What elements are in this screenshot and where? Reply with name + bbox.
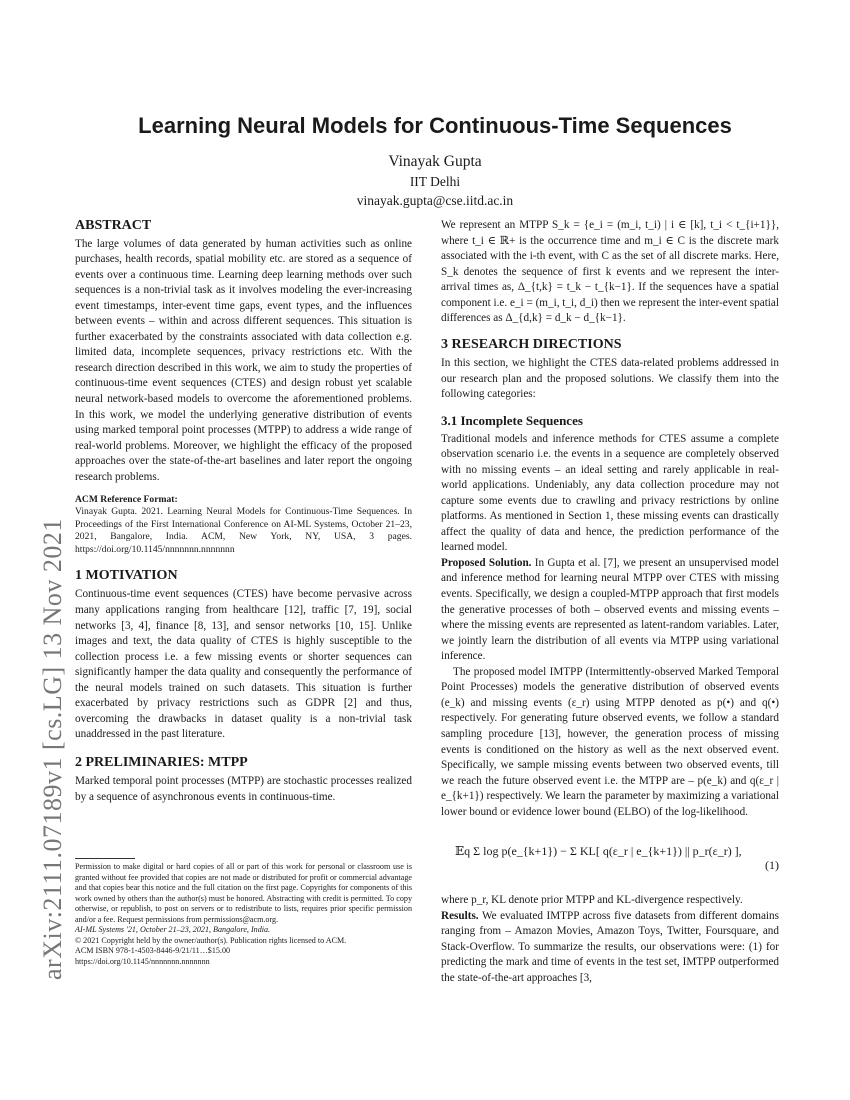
doi-line: https://doi.org/10.1145/nnnnnnn.nnnnnnn — [75, 956, 210, 966]
motivation-text: Continuous-time event sequences (CTES) have become pervasive across many applications ranging from healthcare [12], traffic [7, 19], social networks [3, 4], finance [8, 13], and sensor networks [10, 15]. Unlike images and text, the data quality of CTES is highly susceptible to the collection process i.e. a few missing events or shorter sequences can significantly hamper the data quality and consequently the performance of the neural models trained on such datasets. This situation is further exacerbated by privacy restrictions such as GDPR [2] and thus, overcoming the drawbacks in dataset quality is a non-trivial task unaddressed in the past literature. — [75, 588, 412, 741]
author-block — [70, 152, 800, 211]
permission-text: Permission to make digital or hard copies of all or part of this work for personal or classroom use is granted without fee provided that copies are not made or distributed for profit or commercial advantage and that copies bear this notice and the full citation on the first page. Copyrights for components of this work owned by others than the author(s) must be honored. Abstracting with credit is permitted. To copy otherwise, or republish, to post on servers or to redistribute to lists, requires prior specific permission and/or a fee. Request permissions from permissions@acm.org. — [75, 862, 412, 924]
paper-title: Learning Neural Models for Continuous-Time Sequences — [138, 113, 732, 138]
incomplete-heading: 3.1 Incomplete Sequences — [441, 413, 583, 429]
motivation-heading: 1 MOTIVATION — [75, 567, 178, 583]
preliminaries-text: Marked temporal point processes (MTPP) are stochastic processes realized by a sequence of asynchronous events in continuous-time. — [75, 775, 412, 804]
abstract-text: The large volumes of data generated by human activities such as online purchases, health records, spatial mobility etc. are stored as a sequence of events over a continuous time. Learning deep learning methods over such sequences is a non-trivial task as it involves modeling the ever-increasing event timestamps, inter-event time gaps, event types, and the influences between events – within and across different sequences. This situation is further exacerbated by the constraints associated with data collection e.g. limited data, incomplete sequences, privacy restrictions etc. With the research direction described in this work, we aim to study the properties of continuous-time event sequences (CTES) and design robust yet scalable neural network-based models to overcome the aforementioned problems. In this work, we model the underlying generative distribution of events using marked temporal point processes (MTPP) to address a wide range of real-world problems. Moreover, we highlight the efficacy of the proposed approaches over the state-of-the-art baselines and later report the ongoing research problems. — [75, 237, 412, 483]
equation-explanation: where p_r, KL denote prior MTPP and KL-divergence respectively. — [441, 894, 743, 906]
mtpp-definition: We represent an MTPP S_k = {e_i = (m_i, t_i) | i ∈ [k], t_i < t_{i+1}}, where t_i ∈ ℝ+ is the occurrence time and m_i ∈ C is the discrete mark associated with the i-th event, with C as the set of all discrete marks. Here, S_k denotes the sequence of first k events and we represent the inter-arrival times as, Δ_{t,k} = t_k − t_{k−1}. If the sequences have a spatial component i.e. e_i = (m_i, t_i, d_i) then we represent the inter-event spatial differences as Δ_{d,k} = d_k − d_{k−1}. — [441, 219, 779, 325]
venue-line: AI-ML Systems '21, October 21–23, 2021, Bangalore, India. — [75, 925, 271, 934]
abstract-heading: ABSTRACT — [75, 218, 152, 233]
research-heading: 3 RESEARCH DIRECTIONS — [441, 336, 622, 352]
results-label: Results. — [441, 909, 479, 922]
author-email: vinayak.gupta@cse.iitd.ac.in — [356, 193, 514, 208]
isbn-line: ACM ISBN 978-1-4503-8446-9/21/11…$15.00 — [75, 946, 231, 955]
copyright-line: © 2021 Copyright held by the owner/author(s). Publication rights licensed to ACM. — [75, 935, 347, 945]
acm-ref-text: Vinayak Gupta. 2021. Learning Neural Models for Continuous-Time Sequences. In Proceedings of the First International Conference on AI-ML Systems, October 21–23, 2021, Bangalore, India. ACM, New York, NY, USA, 3 pages. https://doi.org/10.1145/nnnnnnn.nnnnnnn — [75, 506, 412, 555]
author-affiliation: IIT Delhi — [409, 173, 461, 189]
footnote-rule — [75, 858, 135, 859]
arxiv-identifier: arXiv:2111.07189v1 [cs.LG] 13 Nov 2021 — [38, 518, 67, 980]
preliminaries-heading: 2 PRELIMINARIES: MTPP — [75, 754, 248, 770]
proposed-solution-label: Proposed Solution. — [441, 556, 532, 569]
right-column — [441, 218, 779, 820]
right-column-bottom — [441, 893, 779, 986]
incomplete-p2: The proposed model IMTPP (Intermittently-observed Marked Temporal Point Processes) models the generative distribution of observed events (e_k) and missing events (ε_r) using MTPP denoted as p(•) and q(•) respectively. For generating future observed events, we follow a standard sampling procedure [13], however, the generation process of missing events is conditioned on the history as well as the next observed event. Specifically, we sample missing events between two observed events, till we reach the future observed event i.e. the MTPP are – p(e_k) and q(ε_r | e_{k+1}) respectively. We learn the parameter by maximizing a variational lower bound or evidence lower bound (ELBO) of the log-likelihood. — [441, 665, 779, 818]
acm-ref-heading: ACM Reference Format: — [75, 494, 178, 506]
permission-footnote — [75, 858, 412, 967]
equation-number: (1) — [765, 858, 779, 872]
author-name: Vinayak Gupta — [388, 153, 482, 170]
incomplete-p1: Traditional models and inference methods for CTES assume a complete observation scenario i.e. the events in a sequence are completely observed with no missing events – an ideal setting and rarely applicable in real-world applications. Undeniably, any data collection procedure may not capture some events due to crawling and privacy restrictions by online platforms. As mentioned in Section 1, these missing events can drastically affect the quality of data and hence, the prediction performance of the learned model. — [441, 432, 779, 554]
left-column — [75, 218, 412, 806]
arxiv-sidebar — [0, 0, 67, 1100]
results-text: We evaluated IMTPP across five datasets from different domains ranging from – Amazon Movies, Amazon Toys, Twitter, Foursquare, and Stack-Overflow. To summarize the results, our observations were: (1) for predicting the mark and time of events in the test set, IMTPP outperformed the state-of-the-art approaches [3, — [441, 909, 779, 984]
research-text: In this section, we highlight the CTES data-related problems addressed in our research plan and the proposed solutions. We classify them into the following categories: — [441, 357, 779, 401]
proposed-solution-text: In Gupta et al. [7], we present an unsupervised model and inference method for learning neural MTPP over CTES with missing events. Specifically, we design a coupled-MTPP approach that first models the generative processes of both – observed events and missing events – where the missing events are represented as latent-random variables. Later, we jointly learn the distribution of all events via MTPP using variational inference. — [441, 556, 780, 663]
equation-1 — [441, 842, 779, 886]
equation-body: 𝔼q Σ log p(e_{k+1}) − Σ KL[ q(ε_r | e_{k+1}) || p_r(ε_r) ], — [455, 844, 742, 858]
